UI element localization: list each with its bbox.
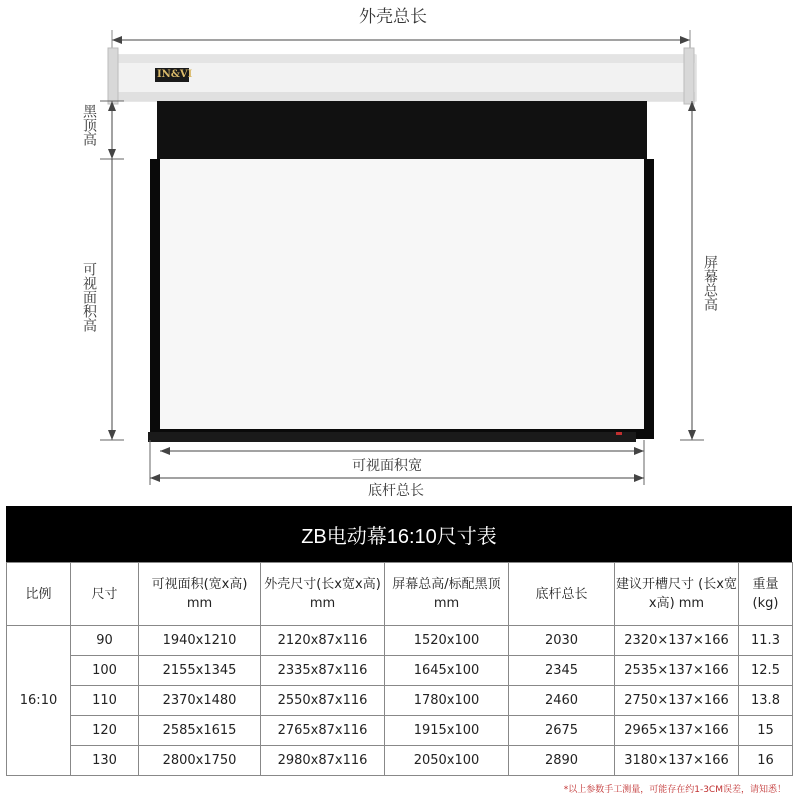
cell: 1780x100 xyxy=(385,686,509,716)
cell: 2550x87x116 xyxy=(261,686,385,716)
header-slot: 建议开槽尺寸 (长x宽x高) mm xyxy=(615,563,739,626)
cell: 2345 xyxy=(509,656,615,686)
bottom-bar xyxy=(148,432,636,442)
brand-text: IN&VI xyxy=(157,69,193,80)
header-shell: 外壳尺寸(长x宽x高) mm xyxy=(261,563,385,626)
viewable-height-label: 可视面积高 xyxy=(81,262,97,332)
table-row xyxy=(7,716,793,746)
cell: 2155x1345 xyxy=(139,656,261,686)
cell: 120 xyxy=(71,716,139,746)
size-table xyxy=(6,506,792,776)
measurement-note: *以上参数手工测量，可能存在约1-3CM误差，请知悉！ xyxy=(563,785,786,795)
cell: 2675 xyxy=(509,716,615,746)
cell: 1645x100 xyxy=(385,656,509,686)
screen-viewable-area xyxy=(160,159,644,429)
cell: 2535×137×166 xyxy=(615,656,739,686)
table-title: ZB电动幕16:10尺寸表 xyxy=(6,506,792,562)
table-row xyxy=(7,746,793,776)
table-row xyxy=(7,686,793,716)
shell-length-label: 外壳总长 xyxy=(355,8,431,26)
cell: 100 xyxy=(71,656,139,686)
header-viewable: 可视面积(宽x高) mm xyxy=(139,563,261,626)
black-top xyxy=(157,101,647,159)
cell: 3180×137×166 xyxy=(615,746,739,776)
cell: 2120x87x116 xyxy=(261,626,385,656)
cell: 2980x87x116 xyxy=(261,746,385,776)
cell: 2765x87x116 xyxy=(261,716,385,746)
cell: 2750×137×166 xyxy=(615,686,739,716)
cell: 2585x1615 xyxy=(139,716,261,746)
cell: 2890 xyxy=(509,746,615,776)
viewable-width-label: 可视面积宽 xyxy=(352,458,422,474)
screen-height-label: 屏幕总高 xyxy=(702,255,718,311)
header-size: 尺寸 xyxy=(71,563,139,626)
cell: 16 xyxy=(739,746,793,776)
cell: 130 xyxy=(71,746,139,776)
header-ratio: 比例 xyxy=(7,563,71,626)
cell: 2965×137×166 xyxy=(615,716,739,746)
header-screen-height: 屏幕总高/标配黑顶 mm xyxy=(385,563,509,626)
header-bottom-bar: 底杆总长 xyxy=(509,563,615,626)
cell: 2320×137×166 xyxy=(615,626,739,656)
cell: 15 xyxy=(739,716,793,746)
cell: 12.5 xyxy=(739,656,793,686)
table-row xyxy=(7,656,793,686)
cell: 2370x1480 xyxy=(139,686,261,716)
size-table-grid xyxy=(6,562,793,776)
cell: 1915x100 xyxy=(385,716,509,746)
cell: 2800x1750 xyxy=(139,746,261,776)
table-header-row xyxy=(7,563,793,626)
cell: 2050x100 xyxy=(385,746,509,776)
cell: 1520x100 xyxy=(385,626,509,656)
cell: 1940x1210 xyxy=(139,626,261,656)
cell: 2335x87x116 xyxy=(261,656,385,686)
bottom-bar-label: 底杆总长 xyxy=(368,483,424,499)
cell: 2460 xyxy=(509,686,615,716)
ratio-cell: 16:10 xyxy=(7,626,71,776)
header-weight: 重量 (kg) xyxy=(739,563,793,626)
cell: 13.8 xyxy=(739,686,793,716)
cell: 90 xyxy=(71,626,139,656)
cell: 2030 xyxy=(509,626,615,656)
table-row xyxy=(7,626,793,656)
cell: 110 xyxy=(71,686,139,716)
cell: 11.3 xyxy=(739,626,793,656)
black-top-label: 黑顶高 xyxy=(81,104,97,146)
